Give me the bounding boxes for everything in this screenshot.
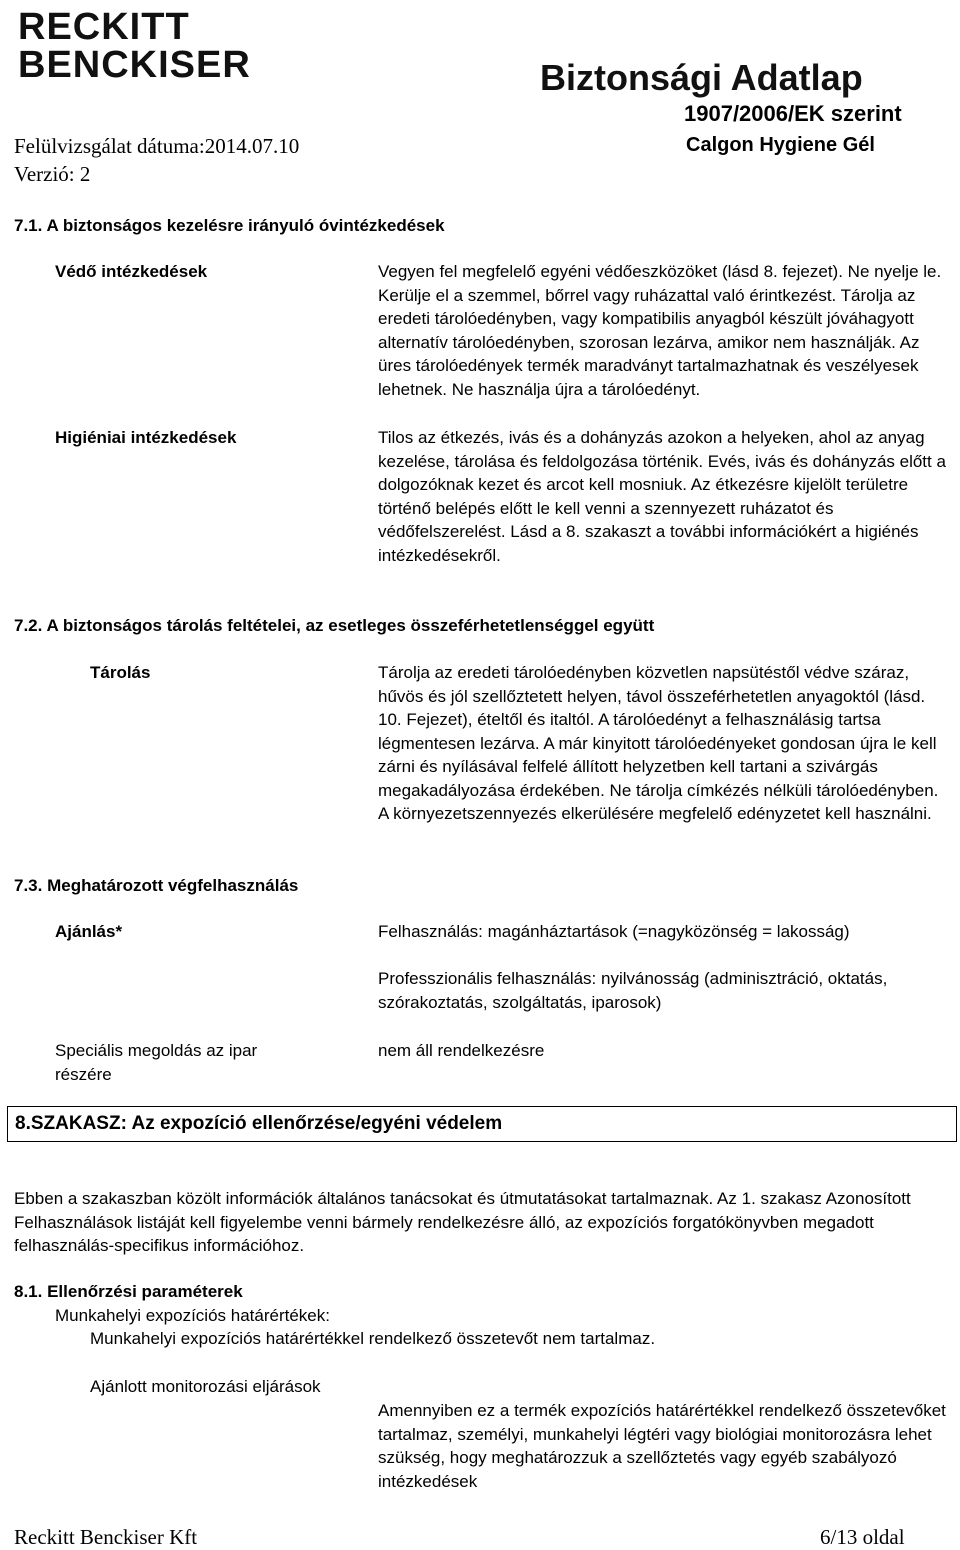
section-7-2-heading: 7.2. A biztonságos tárolás feltételei, az esetleges összeférhetetlenséggel együtt xyxy=(14,616,655,635)
section-8-heading-box xyxy=(7,1106,957,1142)
special-solution-text: nem áll rendelkezésre xyxy=(378,1041,545,1060)
section-8-1-heading: 8.1. Ellenőrzési paraméterek xyxy=(14,1282,243,1301)
oel-text: Munkahelyi expozíciós határértékkel rendelkező összetevőt nem tartalmaz. xyxy=(90,1329,656,1348)
protective-measures-label: Védő intézkedések xyxy=(55,262,208,281)
recommendation-label: Ajánlás* xyxy=(55,922,123,941)
storage-text: Tárolja az eredeti tárolóedényben közvetlen napsütéstől védve száraz, hűvös és jól szellőztetett helyen, távol összeférhetetlen anyagoktól (lásd. 10. Fejezet), ételtől és italtól. A tárolóedényt a felhasználásig tartsa légmentesen lezárva. A már kinyitott tárolóedényeket gondosan újra le kell zárni és nyílásával felfelé állított helyzetben kell tartani a szivárgás megakadályozása érdekében. Ne tárolja címkézés nélküli tárolóedényben. A környezetszennyezés elkerülésére megfelelő edényzetet kell használni. xyxy=(378,663,939,823)
company-logo xyxy=(18,6,251,88)
recommendation-text-2: Professzionális felhasználás: nyilvánosság (adminisztráció, oktatás, szórakoztatás, szolgáltatás, iparosok) xyxy=(378,969,888,1012)
hygiene-measures-text: Tilos az étkezés, ivás és a dohányzás azokon a helyeken, ahol az anyag kezelése, tárolása és feldolgozása történik. Evés, ivás és dohányzás előtt a dolgozóknak kezet és arcot kell mosniuk. Az étkezésre kijelölt területre történő belépés előtt le kell venni a szennyezett ruházatot és védőfelszerelést. Lásd a 8. szakaszt a további információkért a higiénés intézkedésekről. xyxy=(378,428,946,565)
revision-date: Felülvizsgálat dátuma:2014.07.10 xyxy=(14,134,300,158)
monitoring-label: Ajánlott monitorozási eljárások xyxy=(90,1377,321,1396)
special-solution-label: Speciális megoldás az ipar részére xyxy=(55,1041,258,1084)
product-name: Calgon Hygiene Gél xyxy=(686,134,875,156)
section-7-1-heading: 7.1. A biztonságos kezelésre irányuló óvintézkedések xyxy=(14,216,445,235)
hygiene-measures-label: Higiéniai intézkedések xyxy=(55,428,237,447)
monitoring-text: Amennyiben ez a termék expozíciós határértékkel rendelkező összetevőket tartalmaz, személyi, munkahelyi légtéri vagy biológiai monitorozásra lehet szükség, hogy meghatározzuk a szellőztetés vagy egyéb szabályozó intézkedések xyxy=(378,1401,946,1491)
storage-label: Tárolás xyxy=(90,663,151,682)
document-title: Biztonsági Adatlap xyxy=(540,57,863,98)
protective-measures-text: Vegyen fel megfelelő egyéni védőeszközöket (lásd 8. fejezet). Ne nyelje le. Kerülje el a szemmel, bőrrel vagy ruházattal való érintkezést. Tárolja az eredeti tárolóedényben, vagy kompatibilis anyagból készült jóváhagyott alternatív tárolóedényben, szorosan lezárva, amikor nem használják. Az üres tárolóedények termék maradványt tartalmazhatnak és veszélyesek lehetnek. Ne használja újra a tárolóedényt. xyxy=(378,262,942,399)
regulation-reference: 1907/2006/EK szerint xyxy=(684,101,902,126)
section-8-heading: 8.SZAKASZ: Az expozíció ellenőrzése/egyéni védelem xyxy=(15,1113,503,1134)
footer-page-number: 6/13 oldal xyxy=(820,1525,905,1549)
footer-company: Reckitt Benckiser Kft xyxy=(14,1525,198,1549)
recommendation-text-1: Felhasználás: magánháztartások (=nagyközönség = lakosság) xyxy=(378,922,850,941)
version: Verzió: 2 xyxy=(14,162,91,186)
oel-label: Munkahelyi expozíciós határértékek: xyxy=(55,1306,330,1325)
section-7-3-heading: 7.3. Meghatározott végfelhasználás xyxy=(14,876,299,895)
section-8-intro: Ebben a szakaszban közölt információk általános tanácsokat és útmutatásokat tartalmaznak. Az 1. szakasz Azonosított Felhasználások listáját kell figyelembe venni bármely rendelkezésre álló, az expozíciós forgatókönyvben megadott felhasználás-specifikus információhoz. xyxy=(14,1189,911,1255)
logo-line-2: BENCKISER xyxy=(18,44,251,86)
logo-line-1: RECKITT xyxy=(18,6,190,48)
